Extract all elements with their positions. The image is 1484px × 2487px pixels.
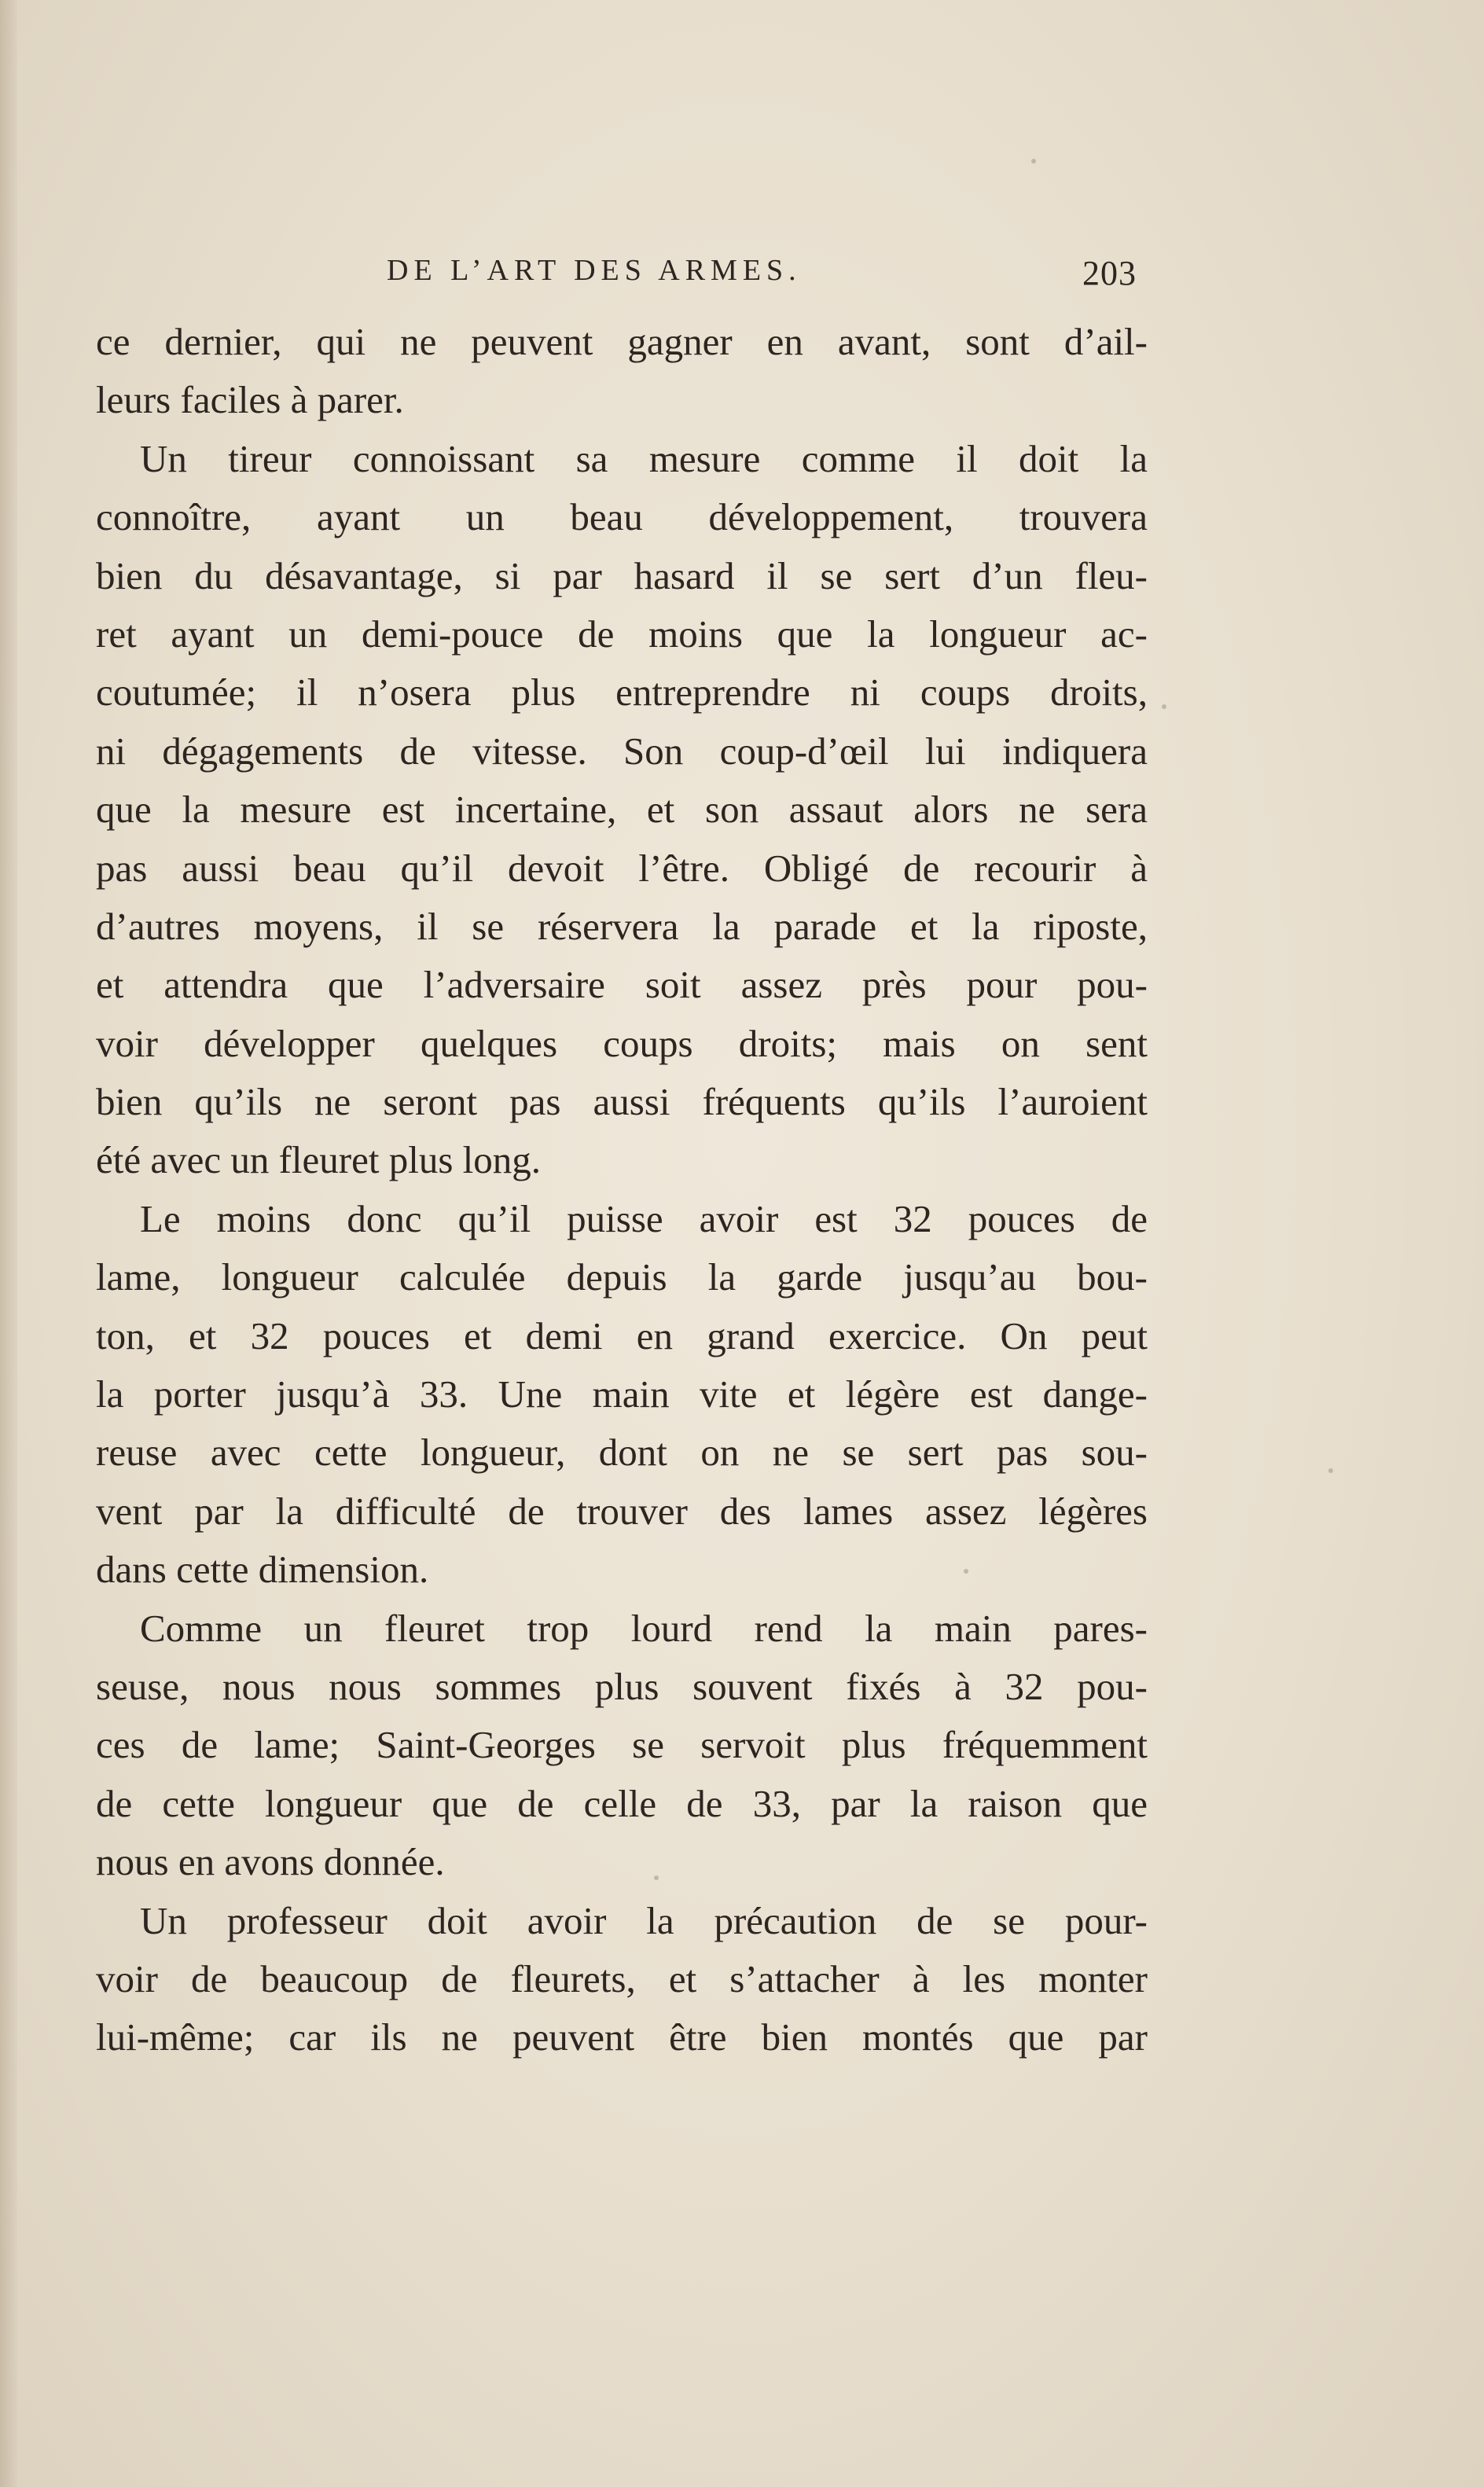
text-line: de cette longueur que de celle de 33, par la raison que [96,1781,1148,1825]
running-title: DE L’ART DES ARMES. [387,254,802,287]
text-line: connoître, ayant un beau développement, trouvera [96,495,1148,539]
text-line: dans cette dimension. [96,1548,429,1592]
text-line: la porter jusqu’à 33. Une main vite et légère est dange- [96,1372,1148,1416]
paragraph-start-line: Un tireur connoissant sa mesure comme il doit la [140,436,1148,480]
text-line: été avec un fleuret plus long. [96,1138,542,1182]
paper-speck [654,1875,659,1880]
text-line: pas aussi beau qu’il devoit l’être. Obligé de recourir à [96,846,1148,890]
text-line: nous en avons donnée. [96,1840,445,1884]
text-line: lame, longueur calculée depuis la garde jusqu’au bou- [96,1255,1148,1299]
text-line: que la mesure est incertaine, et son assaut alors ne sera [96,788,1148,832]
text-line: reuse avec cette longueur, dont on ne se sert pas sou- [96,1431,1148,1475]
text-line: ce dernier, qui ne peuvent gagner en avant, sont d’ail- [96,320,1148,363]
text-line: leurs faciles à parer. [96,378,404,422]
text-line: bien du désavantage, si par hasard il se sert d’un fleu- [96,553,1148,597]
paper-speck [1162,704,1166,709]
text-line: coutumée; il n’osera plus entreprendre ni coups droits, [96,670,1148,715]
text-line: bien qu’ils ne seront pas aussi fréquents qu’ils l’auroient [96,1080,1148,1124]
paragraph-start-line: Le moins donc qu’il puisse avoir est 32 pouces de [140,1196,1148,1240]
text-line: d’autres moyens, il se réservera la parade et la riposte, [96,904,1148,948]
text-line: lui-même; car ils ne peuvent être bien montés que par [96,2015,1148,2059]
text-line: vent par la difficulté de trouver des lames assez légères [96,1489,1148,1533]
paragraph-start-line: Un professeur doit avoir la précaution de se pour- [140,1898,1148,1942]
paper-speck [1328,1468,1333,1473]
page-header [94,253,1137,300]
page-number: 203 [1082,254,1137,292]
text-line: ret ayant un demi-pouce de moins que la longueur ac- [96,612,1148,656]
paper-speck [964,1569,968,1574]
text-line: seuse, nous nous sommes plus souvent fixés à 32 pou- [96,1664,1148,1708]
text-line: voir de beaucoup de fleurets, et s’attacher à les monter [96,1956,1148,2000]
text-line: voir développer quelques coups droits; mais on sent [96,1021,1148,1065]
text-line: et attendra que l’adversaire soit assez près pour pou- [96,963,1148,1007]
paper-speck [1031,159,1036,163]
text-line: ton, et 32 pouces et demi en grand exercice. On peut [96,1313,1148,1357]
text-line: ces de lame; Saint-Georges se servoit plus fréquemment [96,1723,1148,1767]
page-gutter-edge [0,0,17,2487]
body-text [96,313,1148,2067]
paragraph-start-line: Comme un fleuret trop lourd rend la main pares- [140,1606,1148,1650]
text-line: ni dégagements de vitesse. Son coup-d’œil lui indiquera [96,729,1148,773]
